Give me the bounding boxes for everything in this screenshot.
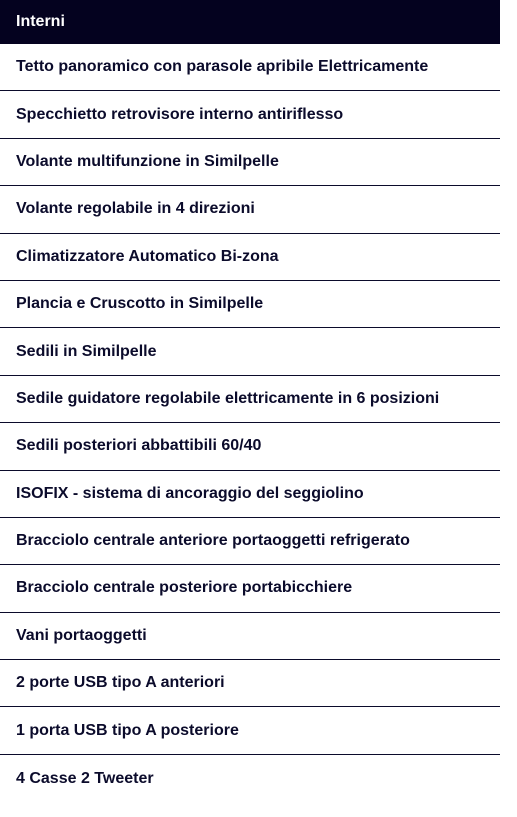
feature-item: Vani portaoggetti [0,613,500,660]
feature-item: Sedili posteriori abbattibili 60/40 [0,423,500,470]
feature-item: 1 porta USB tipo A posteriore [0,707,500,754]
feature-item: 2 porte USB tipo A anteriori [0,660,500,707]
feature-item: Tetto panoramico con parasole apribile Elettricamente [0,44,500,91]
feature-item: ISOFIX - sistema di ancoraggio del seggiolino [0,471,500,518]
feature-item: Bracciolo centrale posteriore portabicchiere [0,565,500,612]
feature-item: Volante regolabile in 4 direzioni [0,186,500,233]
feature-item: Specchietto retrovisore interno antiriflesso [0,91,500,138]
feature-list [0,44,500,802]
feature-item: Sedili in Similpelle [0,328,500,375]
feature-item: Climatizzatore Automatico Bi-zona [0,234,500,281]
feature-item: 4 Casse 2 Tweeter [16,769,154,787]
section-header [0,0,500,44]
section-title: Interni [16,13,65,30]
feature-item: Plancia e Cruscotto in Similpelle [0,281,500,328]
feature-item: Volante multifunzione in Similpelle [0,139,500,186]
feature-item: Sedile guidatore regolabile elettricamente in 6 posizioni [0,376,500,423]
feature-item: Bracciolo centrale anteriore portaoggetti refrigerato [0,518,500,565]
